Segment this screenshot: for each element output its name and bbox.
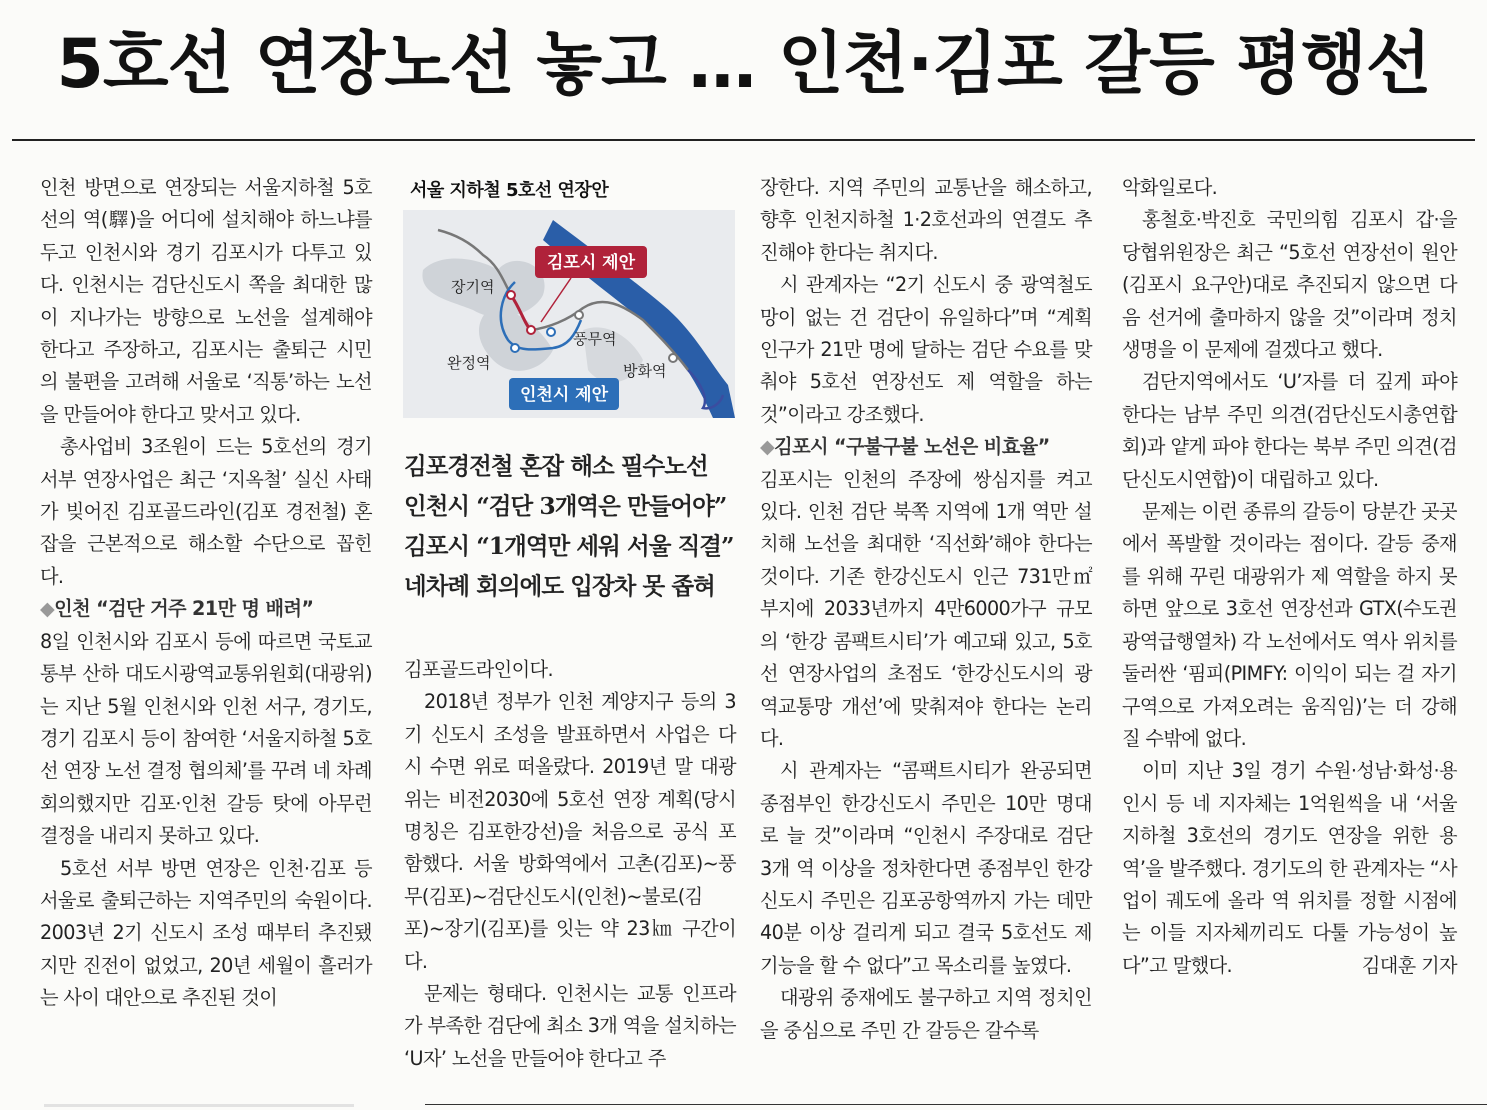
- paragraph: 시 관계자는 “2기 신도시 중 광역철도망이 없는 건 검단이 유일하다”며 “계획인구가 21만 명에 달하는 검단 수요를 맞춰야 5호선 연장선도 제 역할을 하는 것”이라고 강조했다.: [760, 273, 1092, 426]
- station-banghwa: [669, 354, 677, 362]
- paragraph: 8일 인천시와 김포시 등에 따르면 국토교통부 산하 대도시광역교통위원회(대광위)는 지난 5월 인천시와 인천 서구, 경기도, 경기 김포시 등이 참여한 ‘서울지하철 5호선 연장 노선 결정 협의체’를 꾸려 네 차례 회의했지만 김포·인천 갈등 탓에 아무런 결정을 내리지 못하고 있다.: [40, 629, 372, 848]
- paragraph: 대광위 중재에도 불구하고 지역 정치인을 중심으로 주민 간 갈등은 갈수록: [760, 986, 1092, 1042]
- route-map: [403, 210, 735, 418]
- bottom-rule: [425, 1104, 1487, 1105]
- paragraph: 김포시는 인천의 주장에 쌍심지를 켜고 있다. 인천 검단 북쪽 지역에 1개 역만 설치해 노선을 최대한 ‘직선화’해야 한다는 것이다. 기존 한강신도시 인근 731만㎡ 부지에 2033년까지 4만6000가구 규모의 ‘한강 콤팩트시티’가 예고돼 있고, 5호선 연장사업의 초점도 ‘한강신도시의 광역교통망 개선’에 맞춰져야 한다는 논리다.: [760, 467, 1092, 750]
- station-wanjeong: [511, 344, 519, 352]
- paragraph: 문제는 형태다. 인천시는 교통 인프라가 부족한 검단에 최소 3개 역을 설치하는 ‘U자’ 노선을 만들어야 한다고 주: [404, 982, 736, 1070]
- label-wanjeong: 완정역: [447, 354, 491, 372]
- article-column-4: [1122, 172, 1457, 982]
- deck-line: 김포시 “1개역만 세워 서울 직결”: [404, 532, 734, 560]
- label-pungmu: 풍무역: [573, 330, 617, 348]
- deck-line: 네차례 회의에도 입장차 못 좁혀: [404, 572, 715, 600]
- map-title: 서울 지하철 5호선 연장안: [410, 180, 609, 201]
- paragraph: 문제는 이런 종류의 갈등이 당분간 곳곳에서 폭발할 것이라는 점이다. 갈등 중재를 위해 꾸린 대광위가 제 역할을 하지 못하면 앞으로 3호선 연장선과 GTX(수도권광역급행열차) 각 노선에서도 역사 위치를 둘러싼 ‘핌피(PIMFY: 이익이 되는 걸 자기 구역으로 가져오려는 움직임)’는 더 강해질 수밖에 없다.: [1122, 500, 1457, 750]
- paragraph: 악화일로다.: [1122, 176, 1218, 199]
- article-column-2: [404, 654, 736, 1075]
- paragraph: 홍철호·박진호 국민의힘 김포시 갑·을 당협위원장은 최근 “5호선 연장선이 원안(김포시 요구안)대로 추진되지 않으면 다음 선거에 출마하지 않을 것”이라며 정치생명을 이 문제에 걸겠다고 했다.: [1122, 208, 1457, 362]
- paragraph: 5호선 서부 방면 연장은 인천·김포 등 서울로 출퇴근하는 지역주민의 숙원이다. 2003년 2기 신도시 조성 때부터 추진됐지만 진전이 없었고, 20년 세월이 흘러가는 사이 대안으로 추진된 것이: [40, 856, 372, 1010]
- paragraph: 2018년 정부가 인천 계양지구 등의 3기 신도시 조성을 발표하면서 사업은 다시 수면 위로 떠올랐다. 2019년 말 대광위는 비전2030에 5호선 연장 계획(당시 명칭은 김포한강선)을 처음으로 공식 포함했다. 서울 방화역에서 고촌(김포)~풍무(김포)~검단신도시(인천)~불로(김포)~장기(김포)를 잇는 약 23㎞ 구간이다.: [404, 690, 736, 973]
- deck-line: 김포경전철 혼잡 해소 필수노선: [404, 452, 708, 480]
- section-subheading: ◆인천 “검단 거주 21만 명 배려”: [40, 597, 314, 621]
- paragraph: 시 관계자는 “콤팩트시티가 완공되면 종점부인 한강신도시 주민은 10만 명대로 늘 것”이라며 “인천시 주장대로 검단 3개 역 이상을 정차한다면 종점부인 한강신도시 주민은 김포공항역까지 가는 데만 40분 이상 걸리게 되고 결국 5호선도 제 기능을 할 수 없다”고 목소리를 높였다.: [760, 759, 1092, 977]
- deck-line: 인천시 “검단 3개역은 만들어야”: [404, 492, 727, 520]
- bottom-scroll-bar: [44, 1104, 354, 1107]
- station-janggi: [507, 291, 515, 299]
- section-subheading: ◆김포시 “구불구불 노선은 비효율”: [760, 435, 1050, 459]
- label-janggi: 장기역: [451, 278, 495, 296]
- incheon-label: 인천시 제안: [519, 385, 609, 405]
- byline: 김대훈 기자: [1361, 953, 1457, 977]
- top-rule: [12, 139, 1475, 141]
- gimpo-label: 김포시 제안: [546, 253, 636, 273]
- paragraph: 장한다. 지역 주민의 교통난을 해소하고, 향후 인천지하철 1·2호선과의 연결도 추진해야 한다는 취지다.: [760, 176, 1092, 264]
- article-column-1: [40, 172, 372, 1015]
- paragraph: 이미 지난 3일 경기 수원·성남·화성·용인시 등 네 지자체는 1억원씩을 내 ‘서울 지하철 3호선의 경기도 연장을 위한 용역’을 발주했다. 경기도의 한 관계자는 “사업이 궤도에 올라 역 위치를 정할 시점에는 이들 지자체끼리도 다툴 가능성이 높다”고 말했다. 김대훈 기자: [1122, 755, 1457, 982]
- paragraph: 검단지역에서도 ‘U’자를 더 깊게 파야 한다는 남부 주민 의견(검단신도시총연합회)과 얕게 파야 한다는 북부 주민 의견(검단신도시연합)이 대립하고 있다.: [1122, 370, 1457, 491]
- station-pungmu: [575, 311, 583, 319]
- article-column-3: [760, 172, 1092, 1047]
- label-banghwa: 방화역: [623, 362, 667, 380]
- paragraph: 인천 방면으로 연장되는 서울지하철 5호선의 역(驛)을 어디에 설치해야 하느냐를 두고 인천시와 경기 김포시가 다투고 있다. 인천시는 검단신도시 쪽을 최대한 많이 지나가는 방향으로 노선을 설계해야 한다고 주장하고, 김포시는 출퇴근 시민의 불편을 고려해 서울로 ‘직통’하는 노선을 만들어야 한다고 맞서고 있다.: [40, 176, 372, 426]
- paragraph: 김포골드라인이다.: [404, 658, 553, 681]
- subheadline-deck: [404, 446, 744, 606]
- paragraph: 총사업비 3조원이 드는 5호선의 경기 서부 연장사업은 최근 ‘지옥철’ 실신 사태가 빚어진 김포골드라인(김포 경전철) 혼잡을 근본적으로 해소할 수단으로 꼽힌다.: [40, 435, 372, 588]
- headline: 5호선 연장노선 놓고 … 인천·김포 갈등 평행선: [56, 25, 1431, 104]
